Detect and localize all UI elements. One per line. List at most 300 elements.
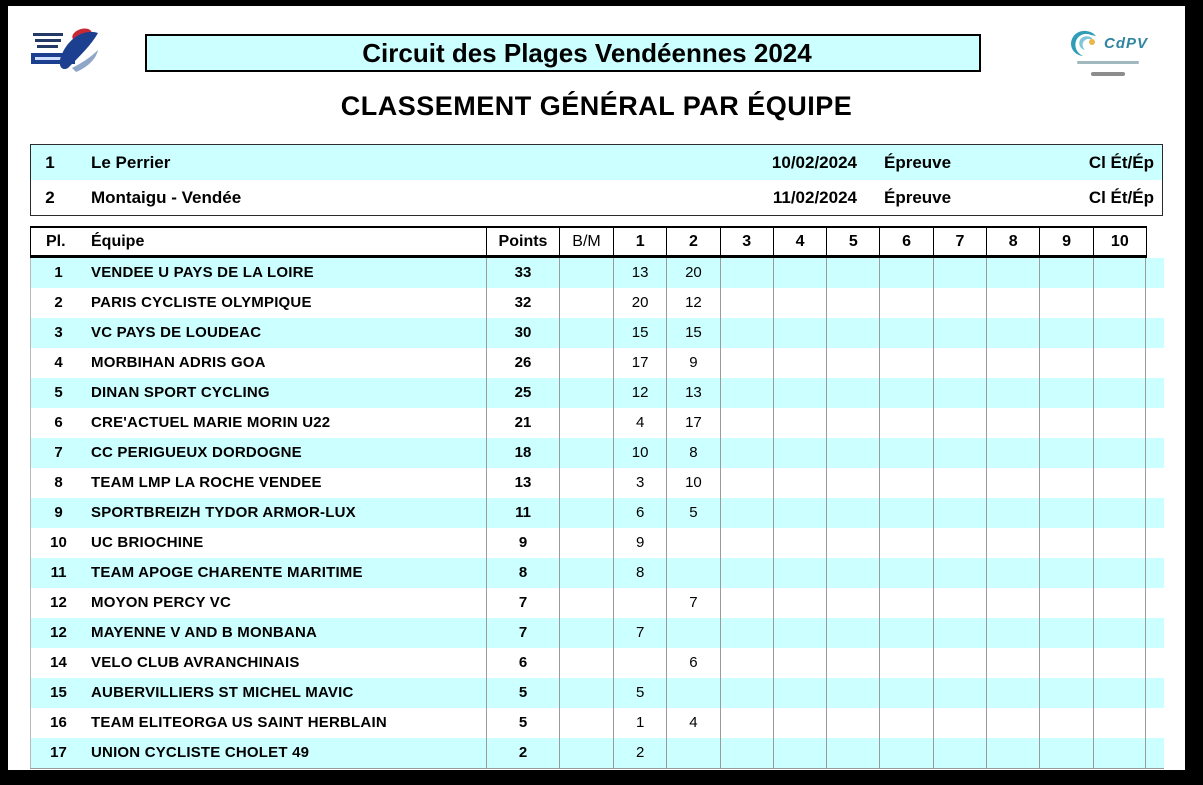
stage-cell [773,528,826,558]
stage-cell [720,678,773,708]
stage-cell [933,258,986,288]
stage-cell: 2 [613,738,666,768]
stage-cell [986,738,1039,768]
stage-cell [773,648,826,678]
stage-cell [773,618,826,648]
bm-cell [559,288,613,318]
stage-cell [773,708,826,738]
cdpv-logo-text: CdPV [1103,34,1148,52]
event-date: 10/02/2024 [771,153,857,172]
table-row [30,468,1164,498]
bm-cell [559,738,613,768]
bm-cell [559,648,613,678]
stage-cell [879,648,932,678]
stage-cell [933,618,986,648]
row-overflow [1146,378,1164,408]
col-header-stage: 4 [773,228,826,255]
stage-cell [666,738,719,768]
stage-cell [1039,288,1092,318]
stage-cell: 8 [613,558,666,588]
stage-cell: 20 [613,288,666,318]
event-number: 1 [45,153,55,172]
stage-cell [986,528,1039,558]
points-cell: 33 [486,258,559,288]
stage-cell [986,438,1039,468]
stage-cell [666,618,719,648]
stage-cell [933,498,986,528]
team-cell: TEAM APOGE CHARENTE MARITIME [91,564,363,581]
points-cell: 7 [486,618,559,648]
event-row [31,145,1162,180]
bm-cell [559,618,613,648]
stage-cell [720,348,773,378]
stage-cell [879,438,932,468]
col-header-stage: 3 [720,228,773,255]
stage-cell [773,378,826,408]
stage-cell [826,318,879,348]
stage-cell [879,258,932,288]
stage-cell [1039,588,1092,618]
stage-cell [773,318,826,348]
stage-cell [1093,498,1146,528]
table-row [30,618,1164,648]
team-cell: CC PERIGUEUX DORDOGNE [91,444,302,461]
row-overflow [1146,558,1164,588]
col-header-stage: 5 [826,228,879,255]
stage-cell [720,318,773,348]
stage-cell [666,678,719,708]
points-cell: 26 [486,348,559,378]
stage-cell [1039,648,1092,678]
points-cell: 25 [486,378,559,408]
row-overflow [1146,348,1164,378]
classification-table [30,226,1164,769]
stage-cell: 6 [666,648,719,678]
row-overflow [1146,588,1164,618]
federation-logo [28,24,104,78]
stage-cell [1093,648,1146,678]
stage-cell [613,648,666,678]
stage-cell [879,348,932,378]
points-cell: 6 [486,648,559,678]
table-row [30,528,1164,558]
document-page [8,6,1185,770]
stage-cell [879,498,932,528]
stage-cell: 15 [666,318,719,348]
stage-cell [826,648,879,678]
table-row [30,678,1164,708]
event-type: Épreuve [884,188,952,207]
stage-cell [1039,618,1092,648]
points-cell: 5 [486,678,559,708]
stage-cell [773,678,826,708]
stage-cell [773,588,826,618]
col-header-stage: 6 [879,228,932,255]
bm-cell [559,468,613,498]
bm-cell [559,438,613,468]
stage-cell [879,588,932,618]
stage-cell [1093,288,1146,318]
points-cell: 7 [486,588,559,618]
stage-cell [933,408,986,438]
stage-cell: 20 [666,258,719,288]
stage-cell [1093,318,1146,348]
stage-cell [826,528,879,558]
stage-cell [933,528,986,558]
stage-cell [933,318,986,348]
stage-cell [773,558,826,588]
row-overflow [1146,318,1164,348]
table-row [30,648,1164,678]
table-row [30,438,1164,468]
col-header-team: Équipe [91,233,145,250]
events-block [30,144,1163,216]
event-row [31,180,1162,215]
stage-cell [1093,588,1146,618]
points-cell: 18 [486,438,559,468]
stage-cell [773,438,826,468]
event-type: Épreuve [884,153,952,172]
stage-cell [933,288,986,318]
stage-cell [879,318,932,348]
rank-cell: 4 [54,354,63,371]
event-title-banner [145,34,981,72]
stage-cell: 12 [666,288,719,318]
team-cell: MORBIHAN ADRIS GOA [91,354,266,371]
stage-cell [720,738,773,768]
col-header-stage: 9 [1039,228,1092,255]
row-overflow [1146,288,1164,318]
row-overflow [1146,738,1164,768]
stage-cell [879,408,932,438]
stage-cell: 6 [613,498,666,528]
col-header-stage: 10 [1093,228,1146,255]
row-overflow [1146,498,1164,528]
table-row [30,708,1164,738]
stage-cell [720,378,773,408]
stage-cell [1039,528,1092,558]
bm-cell [559,708,613,738]
team-cell: MAYENNE V AND B MONBANA [91,624,318,641]
stage-cell: 4 [613,408,666,438]
rank-cell: 6 [54,414,63,431]
table-header-row [30,226,1147,258]
table-row [30,558,1164,588]
stage-cell [879,708,932,738]
stage-cell [879,528,932,558]
stage-cell [1093,558,1146,588]
table-row [30,348,1164,378]
stage-cell: 7 [613,618,666,648]
row-overflow [1146,678,1164,708]
stage-cell [1093,438,1146,468]
col-header-stage: 1 [613,228,666,255]
stage-cell [773,288,826,318]
stage-cell [1039,378,1092,408]
stage-cell [986,468,1039,498]
stage-cell [773,738,826,768]
points-cell: 11 [486,498,559,528]
stage-cell [879,738,932,768]
col-header-stage: 7 [933,228,986,255]
table-row [30,378,1164,408]
stage-cell [933,648,986,678]
stage-cell [826,408,879,438]
stage-cell [1093,708,1146,738]
table-row [30,288,1164,318]
bm-cell [559,348,613,378]
team-cell: MOYON PERCY VC [91,594,232,611]
col-header-place: Pl. [46,233,66,250]
stage-cell [1039,708,1092,738]
stage-cell [826,708,879,738]
stage-cell [720,498,773,528]
stage-cell [826,498,879,528]
stage-cell [933,738,986,768]
stage-cell [1093,678,1146,708]
stage-cell: 9 [613,528,666,558]
stage-cell [933,378,986,408]
stage-cell [1093,528,1146,558]
rank-cell: 10 [50,534,67,551]
stage-cell [720,438,773,468]
stage-cell [826,738,879,768]
stage-cell [986,378,1039,408]
stage-cell: 17 [666,408,719,438]
bm-cell [559,558,613,588]
stage-cell [773,348,826,378]
rank-cell: 8 [54,474,63,491]
row-overflow [1146,438,1164,468]
stage-cell: 13 [666,378,719,408]
cdpv-logo-subcaption-bar [1091,72,1125,76]
stage-cell [1093,348,1146,378]
stage-cell [986,708,1039,738]
stage-cell [826,438,879,468]
table-body [30,258,1164,769]
points-cell: 21 [486,408,559,438]
stage-cell [986,588,1039,618]
row-overflow [1146,648,1164,678]
stage-cell [986,618,1039,648]
event-name: Le Perrier [91,153,171,172]
team-cell: PARIS CYCLISTE OLYMPIQUE [91,294,312,311]
points-cell: 30 [486,318,559,348]
rank-cell: 11 [50,564,67,581]
stage-cell [826,468,879,498]
cdpv-logo [1060,28,1156,90]
stage-cell [773,408,826,438]
stage-cell [826,378,879,408]
points-cell: 2 [486,738,559,768]
stage-cell [720,288,773,318]
event-class: Cl Ét/Ép [1088,153,1154,172]
stage-cell [720,528,773,558]
col-header-bm: B/M [559,228,613,255]
stage-cell: 5 [613,678,666,708]
stage-cell [1039,258,1092,288]
event-date: 11/02/2024 [772,188,857,207]
stage-cell [986,348,1039,378]
row-overflow [1146,258,1164,288]
page-title: CLASSEMENT GÉNÉRAL PAR ÉQUIPE [340,91,853,121]
stage-cell [1039,558,1092,588]
stage-cell [879,468,932,498]
stage-cell [720,258,773,288]
points-cell: 13 [486,468,559,498]
stage-cell: 17 [613,348,666,378]
bm-cell [559,588,613,618]
stage-cell [720,468,773,498]
stage-cell: 12 [613,378,666,408]
rank-cell: 1 [54,264,63,281]
rank-cell: 5 [54,384,63,401]
points-cell: 8 [486,558,559,588]
stage-cell [720,558,773,588]
stage-cell [933,438,986,468]
table-row [30,258,1164,288]
table-row [30,498,1164,528]
team-cell: UNION CYCLISTE CHOLET 49 [91,744,310,761]
stage-cell [1039,678,1092,708]
stage-cell [826,348,879,378]
stage-cell [986,288,1039,318]
stage-cell [986,318,1039,348]
team-cell: AUBERVILLIERS ST MICHEL MAVIC [91,684,354,701]
rank-cell: 12 [50,594,67,611]
stage-cell [720,588,773,618]
table-row [30,408,1164,438]
stage-cell [613,588,666,618]
table-row [30,318,1164,348]
stage-cell: 15 [613,318,666,348]
col-header-stage: 8 [986,228,1039,255]
row-overflow [1146,468,1164,498]
team-cell: TEAM LMP LA ROCHE VENDEE [91,474,322,491]
event-name: Montaigu - Vendée [91,188,242,207]
stage-cell [933,558,986,588]
stage-cell [720,708,773,738]
stage-cell [1093,408,1146,438]
stage-cell [826,618,879,648]
event-class: Cl Ét/Ép [1088,188,1154,207]
team-cell: VC PAYS DE LOUDEAC [91,324,262,341]
stage-cell: 3 [613,468,666,498]
table-row [30,738,1164,768]
stage-cell [879,558,932,588]
rank-cell: 17 [50,744,67,761]
stage-cell [1039,318,1092,348]
stage-cell [879,378,932,408]
wave-icon [1068,28,1102,58]
stage-cell [986,678,1039,708]
team-cell: DINAN SPORT CYCLING [91,384,270,401]
stage-cell: 5 [666,498,719,528]
points-cell: 5 [486,708,559,738]
points-cell: 9 [486,528,559,558]
rank-cell: 7 [54,444,63,461]
federation-logo-graphic [28,24,104,78]
stage-cell [1093,468,1146,498]
bm-cell [559,498,613,528]
rank-cell: 2 [54,294,63,311]
bm-cell [559,378,613,408]
stage-cell [773,258,826,288]
row-overflow [1146,708,1164,738]
stage-cell [986,408,1039,438]
rank-cell: 12 [50,624,67,641]
stage-cell [1039,348,1092,378]
stage-cell [720,408,773,438]
stage-cell [1093,378,1146,408]
event-title: Circuit des Plages Vendéennes 2024 [362,38,812,68]
team-cell: VENDEE U PAYS DE LA LOIRE [91,264,314,281]
stage-cell [933,348,986,378]
stage-cell [933,588,986,618]
bm-cell [559,258,613,288]
stage-cell [933,708,986,738]
stage-cell [1039,738,1092,768]
stage-cell [826,258,879,288]
stage-cell: 1 [613,708,666,738]
stage-cell [986,558,1039,588]
stage-cell [1039,438,1092,468]
stage-cell [986,258,1039,288]
team-cell: TEAM ELITEORGA US SAINT HERBLAIN [91,714,387,731]
rank-cell: 14 [50,654,67,671]
stage-cell [826,558,879,588]
stage-cell: 10 [666,468,719,498]
event-number: 2 [45,188,55,207]
stage-cell [773,498,826,528]
rank-cell: 16 [50,714,67,731]
row-overflow [1146,408,1164,438]
stage-cell [1093,618,1146,648]
stage-cell [826,678,879,708]
points-cell: 32 [486,288,559,318]
bm-cell [559,408,613,438]
col-header-points: Points [486,228,559,255]
rank-cell: 3 [54,324,63,341]
cdpv-logo-caption-bar [1077,61,1139,64]
stage-cell [1093,738,1146,768]
stage-cell [720,648,773,678]
stage-cell [879,678,932,708]
stage-cell [720,618,773,648]
team-cell: UC BRIOCHINE [91,534,204,551]
stage-cell [933,678,986,708]
stage-cell [1039,468,1092,498]
stage-cell: 13 [613,258,666,288]
stage-cell [933,468,986,498]
stage-cell [773,468,826,498]
stage-cell [666,558,719,588]
stage-cell: 4 [666,708,719,738]
col-header-stage: 2 [666,228,719,255]
bm-cell [559,318,613,348]
bm-cell [559,528,613,558]
team-cell: CRE'ACTUEL MARIE MORIN U22 [91,414,331,431]
rank-cell: 15 [50,684,67,701]
stage-cell [826,288,879,318]
stage-cell [879,288,932,318]
stage-cell [1039,408,1092,438]
bm-cell [559,678,613,708]
stage-cell [986,498,1039,528]
stage-cell: 9 [666,348,719,378]
stage-cell: 10 [613,438,666,468]
stage-cell [1039,498,1092,528]
